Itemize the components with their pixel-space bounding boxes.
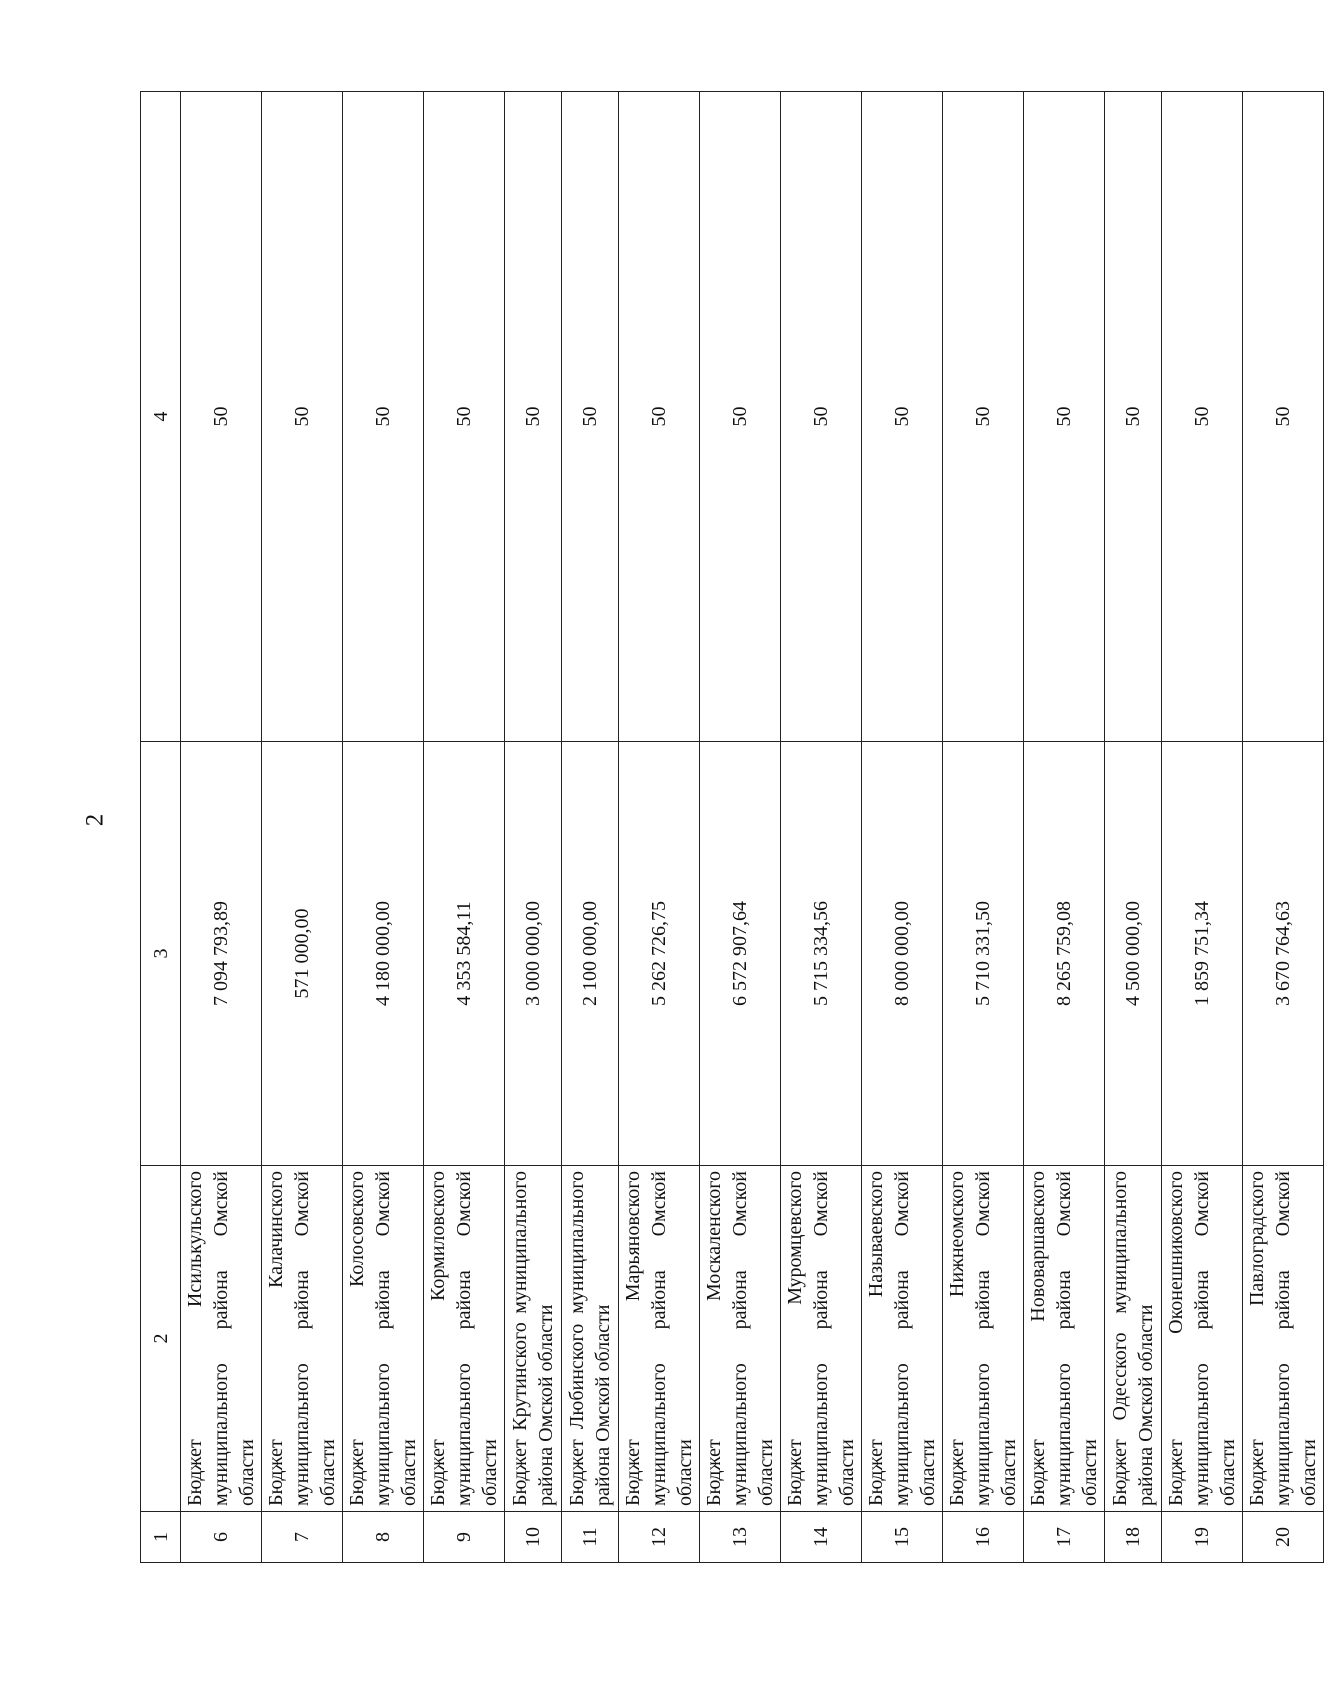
table-row (424, 92, 505, 1563)
budget-percent: 50 (505, 92, 562, 742)
row-number: 20 (1243, 1512, 1324, 1563)
budget-percent: 50 (862, 92, 943, 742)
budget-percent: 50 (700, 92, 781, 742)
budget-percent: 50 (262, 92, 343, 742)
row-number: 10 (505, 1512, 562, 1563)
budget-amount: 4 180 000,00 (343, 742, 424, 1166)
budget-table (140, 91, 1324, 1563)
table-row (1105, 92, 1162, 1563)
budget-percent: 50 (1243, 92, 1324, 742)
budget-amount: 8 000 000,00 (862, 742, 943, 1166)
page-number-text: 2 (81, 813, 108, 827)
budget-amount: 3 670 764,63 (1243, 742, 1324, 1166)
table-row (619, 92, 700, 1563)
budget-percent: 50 (562, 92, 619, 742)
row-number: 8 (343, 1512, 424, 1563)
budget-amount: 8 265 759,08 (1024, 742, 1105, 1166)
budget-amount: 4 500 000,00 (1105, 742, 1162, 1166)
budget-name: Бюджет Нижнеомского муниципального района Омской области (943, 1166, 1024, 1512)
budget-name: Бюджет Москаленского муниципального района Омской области (700, 1166, 781, 1512)
budget-name: Бюджет Исилькульского муниципального района Омской области (181, 1166, 262, 1512)
row-number: 9 (424, 1512, 505, 1563)
header-col-2: 2 (141, 1166, 181, 1512)
header-col-3: 3 (141, 742, 181, 1166)
row-number: 11 (562, 1512, 619, 1563)
budget-amount: 7 094 793,89 (181, 742, 262, 1166)
row-number: 12 (619, 1512, 700, 1563)
table-row (1243, 92, 1324, 1563)
row-number: 7 (262, 1512, 343, 1563)
budget-amount: 5 715 334,56 (781, 742, 862, 1166)
budget-percent: 50 (1024, 92, 1105, 742)
budget-amount: 2 100 000,00 (562, 742, 619, 1166)
row-number: 19 (1162, 1512, 1243, 1563)
table-row (562, 92, 619, 1563)
table-row (262, 92, 343, 1563)
table-row (943, 92, 1024, 1563)
budget-name: Бюджет Калачинского муниципального района Омской области (262, 1166, 343, 1512)
budget-percent: 50 (1105, 92, 1162, 742)
table-row (781, 92, 862, 1563)
row-number: 6 (181, 1512, 262, 1563)
page-number (75, 800, 115, 840)
budget-percent: 50 (181, 92, 262, 742)
table-row (862, 92, 943, 1563)
budget-percent: 50 (619, 92, 700, 742)
row-number: 14 (781, 1512, 862, 1563)
budget-amount: 3 000 000,00 (505, 742, 562, 1166)
budget-name: Бюджет Марьяновского муниципального района Омской области (619, 1166, 700, 1512)
table-row (1024, 92, 1105, 1563)
budget-name: Бюджет Называевского муниципального района Омской области (862, 1166, 943, 1512)
budget-name: Бюджет Одесского муниципального района Омской области (1105, 1166, 1162, 1512)
header-col-4: 4 (141, 92, 181, 742)
budget-amount: 5 710 331,50 (943, 742, 1024, 1166)
budget-percent: 50 (424, 92, 505, 742)
budget-percent: 50 (943, 92, 1024, 742)
table-row (343, 92, 424, 1563)
budget-percent: 50 (343, 92, 424, 742)
budget-amount: 5 262 726,75 (619, 742, 700, 1166)
budget-amount: 571 000,00 (262, 742, 343, 1166)
budget-percent: 50 (781, 92, 862, 742)
budget-name: Бюджет Колосовского муниципального района Омской области (343, 1166, 424, 1512)
table-row (181, 92, 262, 1563)
budget-name: Бюджет Нововаршавского муниципального района Омской области (1024, 1166, 1105, 1512)
row-number: 16 (943, 1512, 1024, 1563)
table-row (1162, 92, 1243, 1563)
row-number: 18 (1105, 1512, 1162, 1563)
budget-amount: 6 572 907,64 (700, 742, 781, 1166)
row-number: 13 (700, 1512, 781, 1563)
table-row (700, 92, 781, 1563)
row-number: 15 (862, 1512, 943, 1563)
budget-table-container (140, 92, 1320, 1563)
budget-name: Бюджет Муромцевского муниципального района Омской области (781, 1166, 862, 1512)
budget-amount: 4 353 584,11 (424, 742, 505, 1166)
budget-name: Бюджет Крутинского муниципального района Омской области (505, 1166, 562, 1512)
budget-name: Бюджет Оконешниковского муниципального района Омской области (1162, 1166, 1243, 1512)
budget-percent: 50 (1162, 92, 1243, 742)
table-header-row (141, 92, 181, 1563)
budget-name: Бюджет Любинского муниципального района Омской области (562, 1166, 619, 1512)
budget-name: Бюджет Кормиловского муниципального района Омской области (424, 1166, 505, 1512)
row-number: 17 (1024, 1512, 1105, 1563)
header-col-1: 1 (141, 1512, 181, 1563)
table-row (505, 92, 562, 1563)
budget-amount: 1 859 751,34 (1162, 742, 1243, 1166)
budget-name: Бюджет Павлоградского муниципального района Омской области (1243, 1166, 1324, 1512)
